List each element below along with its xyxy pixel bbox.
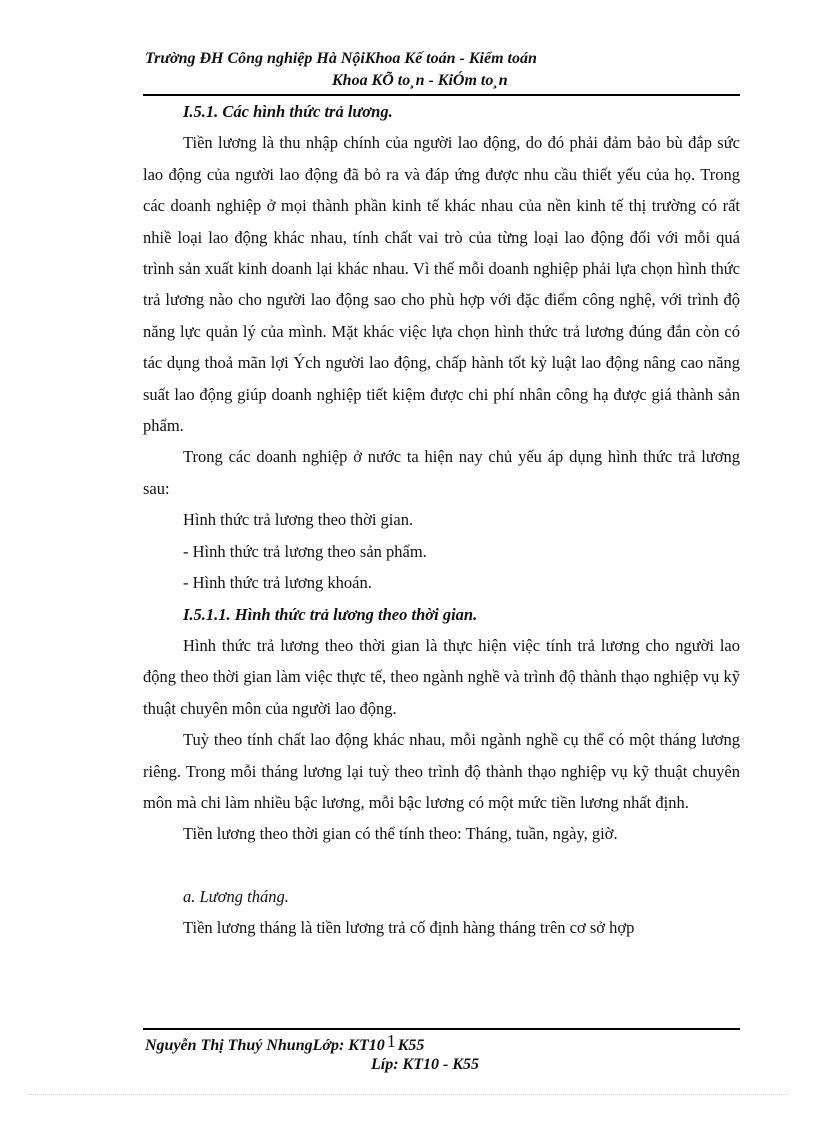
list-item: Hình thức trả lương theo thời gian. [183,510,414,530]
list-item: - Hình thức trả lương theo sản phẩm. [183,541,427,561]
section-heading: I.5.1. Các hình thức trả lương. [183,102,393,121]
page-edge-divider [28,1094,788,1095]
subsection-heading: I.5.1.1. Hình thức trả lương theo thời gian. [183,604,478,624]
footer-class-code: K55 [397,1037,425,1054]
paragraph: Tiền lương là thu nhập chính của người lao động, do đó phải đảm bảo bù đắp sức lao động của người lao động đã bỏ ra và đáp ứng được nhu cầu thiết yếu của họ. Trong các doanh nghiệp ở mọi thành phần kinh tế khác nhau của nền kinh tế thị trường có rất nhiề loại lao động khác nhau, tính chất vai trò của từng loại lao động đối với mỗi quá trình sản xuất kinh doanh lại khác nhau. Vì thế mỗi doanh nghiệp phải lựa chọn hình thức trả lương nào cho người lao động sao cho phù hợp với đặc điểm công nghệ, với trình độ năng lực quản lý của mình. Mặt khác việc lựa chọn hình thức trả lương đúng đắn còn có tác dụng thoả mãn lợi Ých người lao động, chấp hành tốt kỷ luật lao động nâng cao năng suất lao động giúp doanh nghiệp tiết kiệm được chi phí nhân công hạ được giá thành sản phẩm. [143,133,740,436]
footer-rule [143,1028,740,1030]
paragraph: Hình thức trả lương theo thời gian là thực hiện việc tính trả lương cho người lao động theo thời gian làm việc thực tế, theo ngành nghề và trình độ thành thạo nghiệp vụ kỹ thuật chuyên môn của người lao động. [143,635,740,718]
list-item: - Hình thức trả lương khoán. [183,573,372,593]
paragraph: Trong các doanh nghiệp ở nước ta hiện nay chủ yếu áp dụng hình thức trả lương sau: [143,447,740,498]
page-number: 1 [386,1031,396,1051]
header-line-1: Trường ĐH Công nghiệp Hà NộiKhoa Kế toán - Kiểm toán [145,50,537,67]
footer-line-1 [145,1031,425,1055]
paragraph: Tiền lương tháng là tiền lương trả cố định hàng tháng trên cơ sở hợp [183,918,635,938]
subheading-a: a. Lương tháng. [183,886,289,906]
footer-author: Nguyễn Thị Thuý NhungLớp: KT10 [145,1037,385,1054]
header-line-2: Khoa KÕ to¸n - KiÓm to¸n [332,72,508,89]
footer-line-2: Líp: KT10 - K55 [371,1056,479,1073]
document-body [143,96,740,944]
paragraph: Tuỳ theo tính chất lao động khác nhau, mỗi ngành nghề cụ thể có một tháng lương riêng. Trong mỗi tháng lương lại tuỳ theo trình độ thành thạo nghiệp vụ kỹ thuật chuyên môn mà chi làm nhiều bậc lương, mỗi bậc lương có một mức tiền lương nhất định. [143,730,740,812]
paragraph: Tiền lương theo thời gian có thể tính theo: Tháng, tuần, ngày, giờ. [183,824,618,844]
